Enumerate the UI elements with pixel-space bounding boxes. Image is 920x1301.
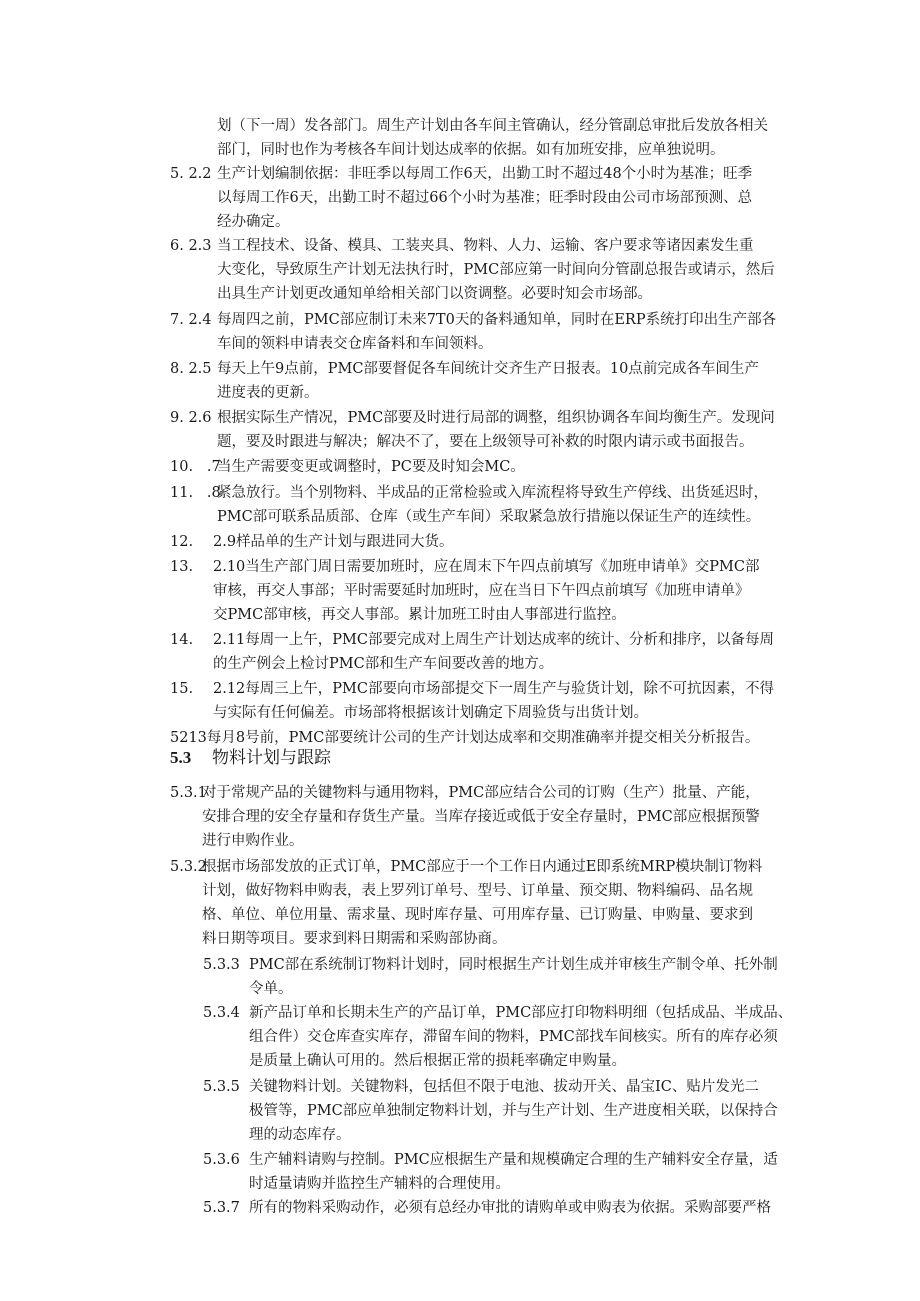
- paragraph-line: 进度表的更新。: [217, 385, 319, 401]
- paragraph-5-2-2: [170, 162, 810, 234]
- paragraph-number: 6. 2.3: [170, 238, 217, 254]
- paragraph-15: [170, 677, 810, 725]
- paragraph-line: 2.11每周一上午，PMC部要完成对上周生产计划达成率的统计、分析和排序，以备每周: [213, 632, 774, 648]
- paragraph-line: 所有的物料采购动作，必须有总经办审批的请购单或申购表为依据。采购部要严格: [249, 1200, 771, 1216]
- paragraph-line: 生产辅料请购与控制。PMC应根据生产量和规模确定合理的生产辅料安全存量，适: [249, 1152, 778, 1168]
- paragraph-line: 格、单位、单位用量、需求量、现时库存量、可用库存量、已订购量、申购量、要求到: [202, 907, 753, 923]
- paragraph-5-3-2: [170, 855, 810, 951]
- paragraph-line: 部门，同时也作为考核各车间计划达成率的依据。如有加班安排，应单独说明。: [217, 142, 725, 158]
- paragraph-line: 对于常规产品的关键物料与通用物料，PMC部应结合公司的订购（生产）批量、产能，: [202, 785, 760, 801]
- paragraph-line: 2.12每周三上午，PMC部要向市场部提交下一周生产与验货计划，除不可抗因素，不得: [213, 681, 774, 697]
- paragraph-5-3-7: [203, 1196, 810, 1220]
- paragraph-line: 以每周工作6天，出勤工时不超过66个小时为基准；旺季时段由公司市场部预测、总: [217, 190, 753, 206]
- section-number: 5.3: [170, 748, 192, 767]
- paragraph-line: 经办确定。: [217, 214, 290, 230]
- paragraph-line: 料日期等项目。要求到料日期需和采购部协商。: [202, 931, 507, 947]
- paragraph-line: 根据实际生产情况，PMC部要及时进行局部的调整，组织协调各车间均衡生产。发现问: [217, 410, 775, 426]
- paragraph-line: 与实际有任何偏差。市场部将根据该计划确定下周验货与出货计划。: [213, 705, 648, 721]
- paragraph-number: [170, 114, 217, 162]
- paragraph-line: 组合件）交仓库查实库存，滞留车间的物料，PMC部找车间核实。所有的库存必须: [249, 1029, 778, 1045]
- paragraph-line: 安排合理的安全存量和存货生产量。当库存接近或低于安全存量时，PMC部应根据预警: [202, 809, 760, 825]
- paragraph-number: 8. 2.5: [170, 361, 217, 377]
- paragraph-line: PMC部在系统制订物料计划时，同时根据生产计划生成并审核生产制令单、托外制: [249, 957, 778, 973]
- paragraph-5-3-5: [203, 1075, 810, 1147]
- paragraph-line: 进行申购作业。: [202, 833, 304, 849]
- paragraph-number: 10. .7: [170, 459, 226, 475]
- paragraph-number: 5. 2.2: [170, 166, 217, 182]
- paragraph-5-3-6: [203, 1148, 810, 1196]
- paragraph-line: 根据市场部发放的正式订单，PMC部应于一个工作日内通过E即系统MRP模块制订物料: [202, 859, 763, 875]
- paragraph-number: 5.3.1: [170, 785, 207, 801]
- paragraph-line: 审核，再交人事部；平时需要延时加班时，应在当日下午四点前填写《加班申请单》: [213, 583, 750, 599]
- paragraph-number: 5.3.7: [203, 1200, 240, 1216]
- paragraph-line: 理的动态库存。: [249, 1127, 351, 1143]
- paragraph-line: 时适量请购并监控生产辅料的合理使用。: [249, 1176, 510, 1192]
- paragraph-5-2-3: [170, 234, 810, 306]
- paragraph-continuation: [170, 114, 810, 162]
- paragraph-number: 5.3.5: [203, 1079, 240, 1095]
- paragraph-11: [170, 481, 810, 529]
- paragraph-13: [170, 555, 810, 627]
- paragraph-line: 新产品订单和长期未生产的产品订单，PMC部应打印物料明细（包括成品、半成品、: [249, 1005, 793, 1021]
- paragraph-number: 7. 2.4: [170, 312, 217, 328]
- paragraph-5-3-4: [203, 1001, 810, 1073]
- paragraph-line: 极管等，PMC部应单独制定物料计划，并与生产计划、生产进度相关联，以保持合: [249, 1103, 778, 1119]
- paragraph-line: 令单。: [249, 981, 293, 997]
- paragraph-line: 车间的领料申请表交仓库备料和车间领料。: [217, 336, 493, 352]
- paragraph-line: 生产计划编制依据：非旺季以每周工作6天，出勤工时不超过48个小时为基准；旺季: [217, 166, 753, 182]
- section-heading: [170, 745, 331, 771]
- paragraph-line: 计划，做好物料申购表，表上罗列订单号、型号、订单量、预交期、物料编码、品名规: [202, 883, 753, 899]
- paragraph-number: 14.: [170, 632, 212, 648]
- section-title: 物料计划与跟踪: [212, 748, 331, 768]
- paragraph-5-3-3: [203, 953, 810, 1001]
- paragraph-number: 11. .8: [170, 485, 226, 501]
- paragraph-12: [170, 530, 810, 554]
- paragraph-line: 5213每月8号前，PMC部要统计公司的生产计划达成率和交期准确率并提交相关分析报告。: [170, 730, 760, 746]
- paragraph-14: [170, 628, 810, 676]
- paragraph-10: [170, 455, 810, 479]
- paragraph-number: 5.3.2: [170, 859, 207, 875]
- paragraph-5-3-1: [170, 781, 810, 853]
- paragraph-line: 紧急放行。当个别物料、半成品的正常检验或入库流程将导致生产停线、出货延迟时，: [217, 485, 768, 501]
- paragraph-line: 当生产需要变更或调整时，PC要及时知会MC。: [217, 459, 525, 475]
- paragraph-number: 5.3.4: [203, 1005, 240, 1021]
- paragraph-line: 划（下一周）发各部门。周生产计划由各车间主管确认，经分管副总审批后发放各相关: [217, 118, 768, 134]
- paragraph-line: 2.10当生产部门周日需要加班时，应在周末下午四点前填写《加班申请单》交PMC部: [213, 559, 760, 575]
- paragraph-5-2-4: [170, 308, 810, 356]
- paragraph-line: 2.9样品单的生产计划与跟进同大货。: [213, 534, 454, 550]
- paragraph-number: 9. 2.6: [170, 410, 217, 426]
- paragraph-line: 大变化，导致原生产计划无法执行时，PMC部应第一时间向分管副总报告或请示，然后: [217, 262, 775, 278]
- paragraph-line: 是质量上确认可用的。然后根据正常的损耗率确定申购量。: [249, 1053, 626, 1069]
- paragraph-number: 13.: [170, 559, 212, 575]
- paragraph-5-2-6: [170, 406, 810, 454]
- paragraph-line: 每天上午9点前，PMC部要督促各车间统计交齐生产日报表。10点前完成各车间生产: [217, 361, 759, 377]
- paragraph-number: 15.: [170, 681, 212, 697]
- paragraph-number: 5.3.6: [203, 1152, 240, 1168]
- paragraph-line: 交PMC部审核，再交人事部。累计加班工时由人事部进行监控。: [213, 607, 626, 623]
- paragraph-line: 出具生产计划更改通知单给相关部门以资调整。必要时知会市场部。: [217, 286, 652, 302]
- paragraph-line: 当工程技术、设备、模具、工装夹具、物料、人力、运输、客户要求等诸因素发生重: [217, 238, 754, 254]
- paragraph-number: 12.: [170, 534, 212, 550]
- paragraph-5-2-5: [170, 357, 810, 405]
- paragraph-number: 5.3.3: [203, 957, 240, 973]
- paragraph-line: 的生产例会上检讨PMC部和生产车间要改善的地方。: [213, 656, 554, 672]
- paragraph-line: 关键物料计划。关键物料，包括但不限于电池、拔动开关、晶宝IC、贴片发光二: [249, 1079, 759, 1095]
- paragraph-line: 题，要及时跟进与解决；解决不了，要在上级领导可补救的时限内请示或书面报告。: [217, 434, 754, 450]
- paragraph-line: 每周四之前，PMC部应制订未来7T0天的备料通知单，同时在ERP系统打印出生产部各: [217, 312, 777, 328]
- paragraph-line: PMC部可联系品质部、仓库（或生产车间）采取紧急放行措施以保证生产的连续性。: [217, 509, 761, 525]
